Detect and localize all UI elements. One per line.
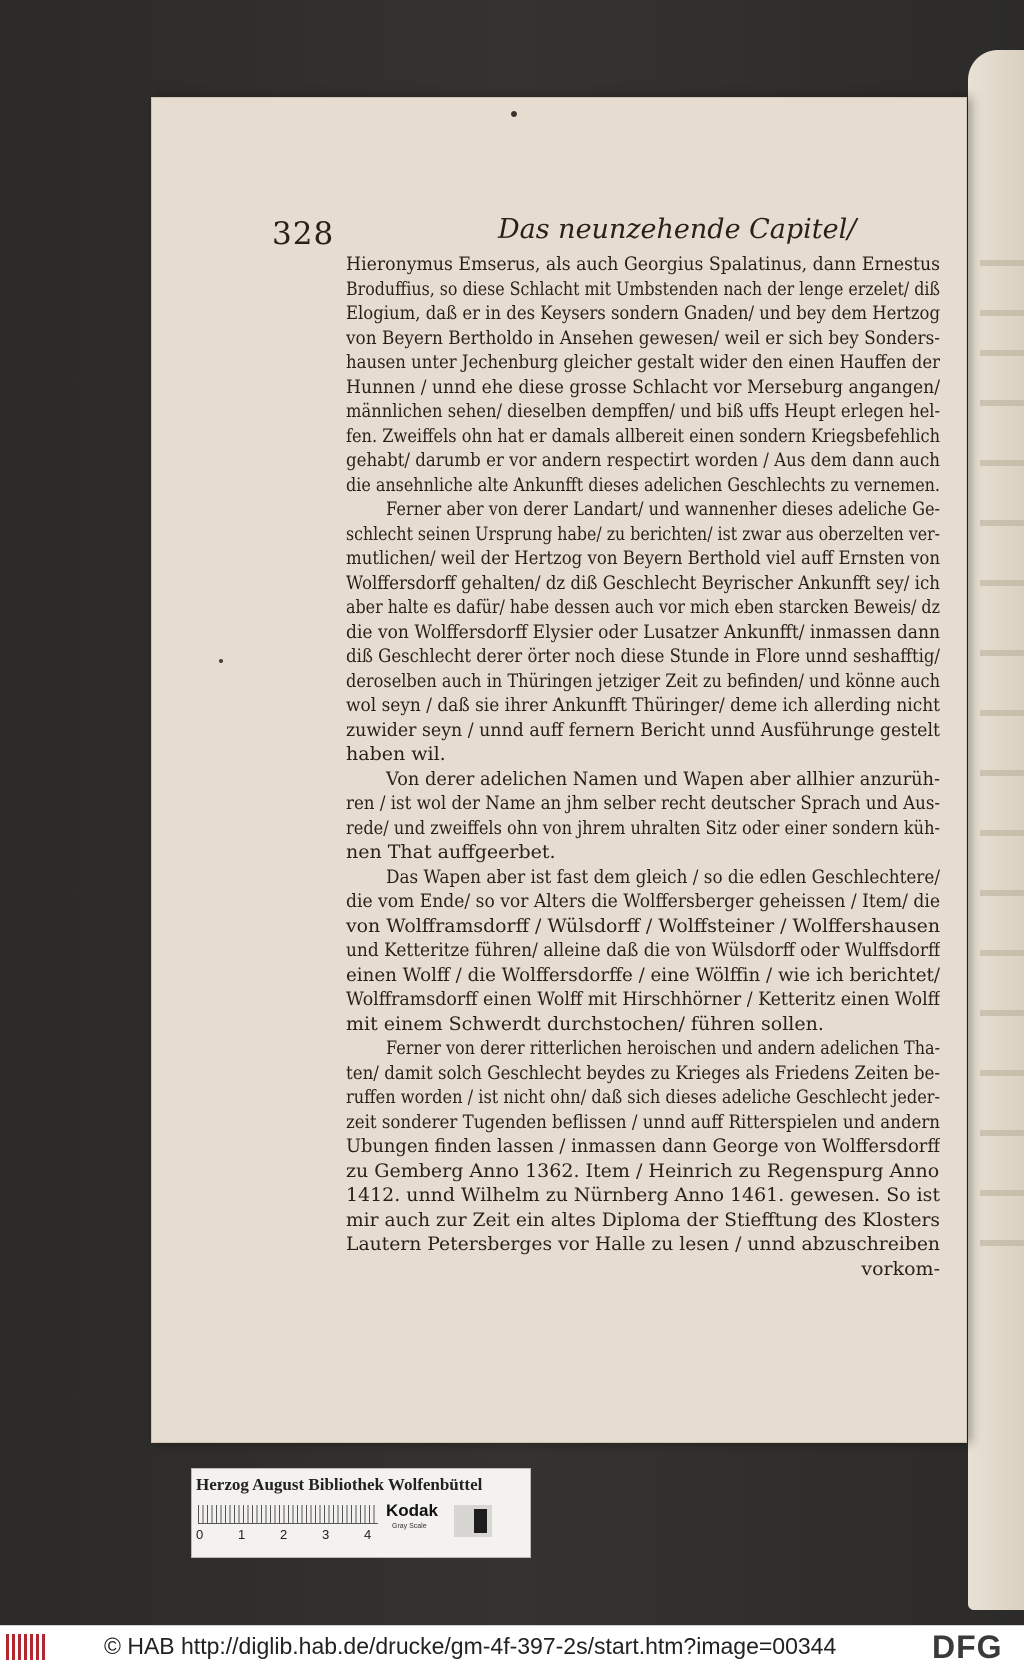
- page-number: 328: [272, 216, 335, 252]
- text-line: rede/ und zweiffels ohn von jhrem uhralten Sitz oder einer sondern küh-: [346, 816, 940, 839]
- text-line: die vom Ende/ so vor Alters die Wolffersberger geheissen / Item/ die: [346, 890, 940, 912]
- text-line: schlecht seinen Ursprung habe/ zu berichten/ ist zwar aus oberzelten ver-: [346, 522, 940, 545]
- library-name: Herzog August Bibliothek Wolfenbüttel: [196, 1475, 483, 1494]
- text-line: wol seyn / daß sie ihrer Ankunfft Thüringer/ deme ich allerding nicht: [346, 694, 940, 716]
- grayscale-label: Gray Scale: [392, 1523, 427, 1530]
- footer-bar: [0, 1625, 1024, 1668]
- scan-target-card: [191, 1468, 531, 1558]
- text-line: von Beyern Bertholdo in Ansehen gewesen/ weil er sich bey Sonders-: [346, 326, 940, 349]
- running-title: Das neunzehende Capitel/: [498, 214, 857, 245]
- footer-credit-link[interactable]: © HAB http://diglib.hab.de/drucke/gm-4f-397-2s/start.htm?image=00344: [104, 1633, 837, 1659]
- text-line: hausen unter Jechenburg gleicher gestalt wider den einen Hauffen der: [346, 351, 940, 373]
- text-line: Ferner aber von derer Landart/ und wannenher dieses adeliche Ge-: [386, 498, 940, 520]
- ruler-number: 1: [238, 1527, 246, 1542]
- text-line: gehabt/ darumb er vor andern respectirt worden / Aus dem dann auch: [346, 449, 940, 471]
- text-line: zu Gemberg Anno 1362. Item / Heinrich zu Regenspurg Anno: [346, 1159, 940, 1182]
- gray-patch: [454, 1505, 492, 1537]
- text-line: die von Wolffersdorff Elysier oder Lusatzer Ankunfft/ inmassen dann: [346, 620, 940, 643]
- text-line: ten/ damit solch Geschlecht beydes zu Krieges als Friedens Zeiten be-: [346, 1061, 940, 1084]
- text-line: Von derer adelichen Namen und Wapen aber allhier anzurüh-: [386, 767, 940, 790]
- text-line: Lautern Petersberges vor Halle zu lesen / unnd abzuschreiben: [346, 1233, 940, 1255]
- text-line: aber halte es dafür/ habe dessen auch vor mich eben starcken Beweis/ dz: [346, 596, 940, 618]
- text-line: mit einem Schwerdt durchstochen/ führen sollen.: [346, 1012, 824, 1035]
- text-line: zeit sonderer Tugenden beflissen / unnd auff Ritterspielen und andern: [346, 1110, 940, 1133]
- text-line: Elogium, daß er in des Keysers sondern Gnaden/ und bey dem Hertzog: [346, 302, 940, 324]
- text-line: deroselben auch in Thüringen jetziger Zeit zu befinden/ und könne auch: [346, 669, 940, 692]
- adjacent-page-edge: [968, 50, 1024, 1610]
- text-line: Broduffius, so diese Schlacht mit Umbstenden nach der lenge erzelet/ diß: [346, 277, 940, 300]
- text-line: nen That auffgeerbet.: [346, 841, 556, 863]
- dfg-logo: DFG: [932, 1629, 1003, 1665]
- text-line: einen Wolff / die Wolffersdorffe / eine Wölffin / wie ich berichtet/: [346, 963, 940, 986]
- text-line: von Wolfframsdorff / Wülsdorff / Wolffsteiner / Wolffershausen: [346, 914, 940, 937]
- hab-logo-icon: [6, 1634, 46, 1660]
- text-line: Wolfframsdorff einen Wolff mit Hirschhörner / Ketteritz einen Wolff: [346, 988, 940, 1010]
- text-line: die ansehnliche alte Ankunfft dieses adelichen Geschlechts zu vernemen.: [346, 473, 940, 496]
- ruler-number: 4: [364, 1527, 372, 1542]
- text-line: fen. Zweiffels ohn hat er damals allbereit einen sondern Kriegsbefehlich: [346, 424, 940, 447]
- measurement-ruler: [198, 1505, 378, 1524]
- kodak-logo: Kodak: [386, 1501, 438, 1520]
- text-line: vorkom-: [861, 1257, 940, 1280]
- text-line: haben wil.: [346, 743, 446, 765]
- text-line: Ubungen finden lassen / inmassen dann George von Wolffersdorff: [346, 1135, 940, 1157]
- page-text-block: [346, 252, 940, 1281]
- text-line: ren / ist wol der Name an jhm selber recht deutscher Sprach und Aus-: [346, 792, 940, 814]
- text-line: zuwider seyn / unnd auff fernern Bericht unnd Ausführunge gestelt: [346, 718, 940, 741]
- text-line: diß Geschlecht derer örter noch diese Stunde in Flore unnd seshafftig/: [346, 645, 940, 667]
- text-line: mutlichen/ weil der Hertzog von Beyern Berthold viel auff Ernsten von: [346, 547, 940, 569]
- text-line: Hunnen / unnd ehe diese grosse Schlacht vor Merseburg angangen/: [346, 375, 940, 398]
- text-line: Ferner von derer ritterlichen heroischen und andern adelichen Tha-: [386, 1037, 940, 1059]
- text-line: Das Wapen aber ist fast dem gleich / so die edlen Geschlechtere/: [386, 865, 940, 888]
- text-line: männlichen sehen/ dieselben dempffen/ und biß uffs Heupt erlegen hel-: [346, 400, 940, 422]
- ruler-number: 0: [196, 1527, 204, 1542]
- text-line: mir auch zur Zeit ein altes Diploma der Stiefftung des Klosters: [346, 1208, 940, 1231]
- text-line: Wolffersdorff gehalten/ dz diß Geschlecht Beyrischer Ankunfft sey/ ich: [346, 571, 940, 594]
- page-mark: [511, 111, 517, 117]
- text-line: und Ketteritze führen/ alleine daß die von Wülsdorff oder Wulffsdorff: [346, 939, 940, 961]
- ruler-number: 3: [322, 1527, 330, 1542]
- margin-mark: [219, 659, 223, 663]
- text-line: ruffen worden / ist nicht ohn/ daß sich dieses adeliche Geschlecht jeder-: [346, 1086, 940, 1108]
- ruler-number: 2: [280, 1527, 288, 1542]
- text-line: 1412. unnd Wilhelm zu Nürnberg Anno 1461. gewesen. So ist: [346, 1184, 940, 1206]
- text-line: Hieronymus Emserus, als auch Georgius Spalatinus, dann Ernestus: [346, 253, 940, 275]
